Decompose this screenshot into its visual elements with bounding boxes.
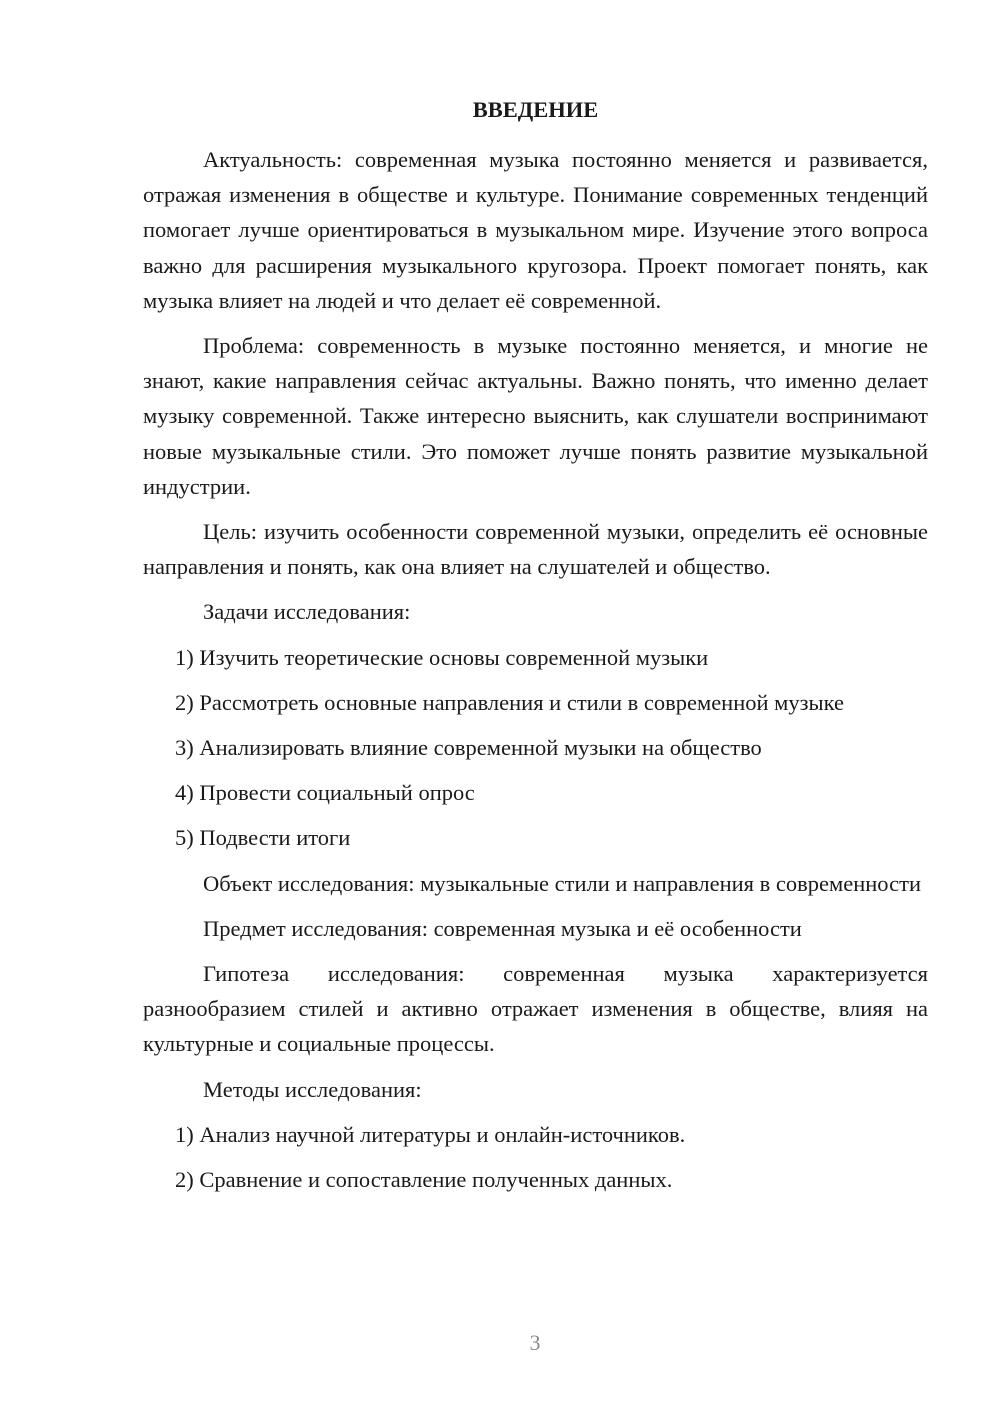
- task-item: 1) Изучить теоретические основы современной музыки: [175, 644, 709, 670]
- task-item: 2) Рассмотреть основные направления и стили в современной музыке: [175, 689, 845, 715]
- tasks-list: [143, 640, 928, 856]
- page-number: 3: [529, 1330, 541, 1355]
- methods-list: [143, 1117, 928, 1197]
- method-item: 1) Анализ научной литературы и онлайн-источников.: [175, 1121, 686, 1147]
- problem-paragraph: Проблема: современность в музыке постоянно меняется, и многие не знают, какие направления сейчас актуальны. Важно понять, что именно делает музыку современной. Также интересно выяснить, как слушатели воспринимают новые музыкальные стили. Это поможет лучше понять развитие музыкальной индустрии.: [143, 333, 928, 499]
- goal-paragraph: Цель: изучить особенности современной музыки, определить её основные направления и понять, как она влияет на слушателей и общество.: [143, 519, 928, 580]
- task-item: 5) Подвести итоги: [175, 825, 351, 851]
- object-paragraph: Объект исследования: музыкальные стили и направления в современности: [203, 870, 921, 896]
- hypothesis-paragraph: Гипотеза исследования: современная музыка характеризуется разнообразием стилей и активно отражает изменения в обществе, влияя на культурные и социальные процессы.: [143, 961, 928, 1057]
- methods-title: Методы исследования:: [203, 1076, 422, 1102]
- tasks-title: Задачи исследования:: [203, 599, 411, 625]
- document-page: [143, 92, 928, 1207]
- section-heading: ВВЕДЕНИЕ: [472, 97, 599, 122]
- subject-paragraph: Предмет исследования: современная музыка и её особенности: [203, 915, 802, 941]
- relevance-paragraph: Актуальность: современная музыка постоянно меняется и развивается, отражая изменения в обществе и культуре. Понимание современных тенденций помогает лучше ориентироваться в музыкальном мире. Изучение этого вопроса важно для расширения музыкального кругозора. Проект помогает понять, как музыка влияет на людей и что делает её современной.: [143, 147, 928, 313]
- method-item: 2) Сравнение и сопоставление полученных данных.: [175, 1167, 673, 1193]
- task-item: 3) Анализировать влияние современной музыки на общество: [175, 735, 762, 761]
- task-item: 4) Провести социальный опрос: [175, 780, 475, 806]
